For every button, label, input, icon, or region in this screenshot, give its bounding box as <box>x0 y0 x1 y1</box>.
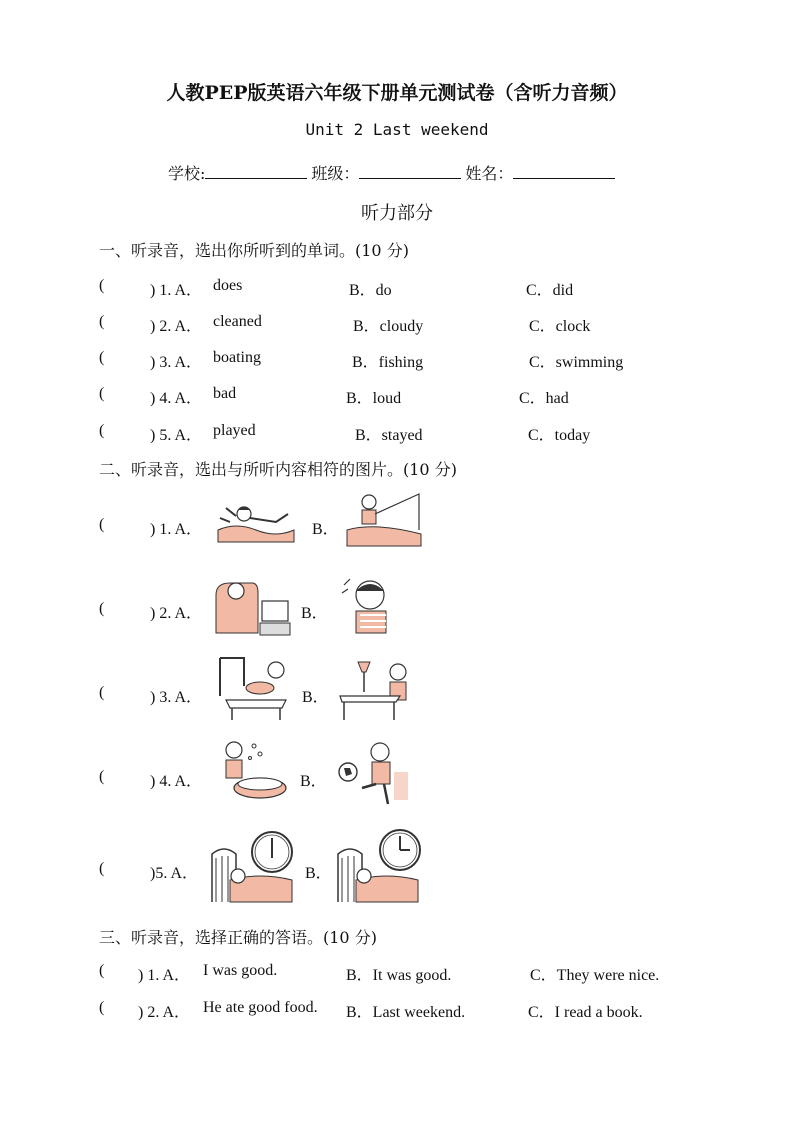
option-b-label: B． <box>300 773 327 790</box>
option-c[interactable]: C．had <box>519 390 569 407</box>
answer-paren[interactable]: ( <box>99 600 105 617</box>
option-b-label: B． <box>302 689 329 706</box>
student-info-line <box>168 161 619 184</box>
answer-paren[interactable]: ( <box>99 385 105 402</box>
answer-paren[interactable]: ( <box>99 962 105 979</box>
answer-paren[interactable]: ( <box>99 313 105 330</box>
option-b[interactable]: B．fishing <box>352 354 424 371</box>
playing-football-picture[interactable] <box>336 738 414 808</box>
answer-paren[interactable]: ( <box>99 422 105 439</box>
reading-picture[interactable] <box>336 658 416 722</box>
option-a[interactable]: does <box>213 277 243 294</box>
swimming-picture[interactable] <box>216 500 296 544</box>
answer-paren[interactable]: ( <box>99 277 105 294</box>
answer-paren[interactable]: ( <box>99 768 105 785</box>
option-a[interactable]: I was good. <box>203 962 278 979</box>
fishing-picture[interactable] <box>345 490 423 548</box>
question-number: ) 1. A． <box>150 282 203 299</box>
option-b[interactable]: B．stayed <box>355 427 423 444</box>
section2-heading: 二、听录音，选出与所听内容相符的图片。(10 分) <box>99 460 457 479</box>
answer-paren[interactable]: ( <box>99 860 105 877</box>
unit-subtitle: Unit 2 Last weekend <box>305 120 489 139</box>
question-number: ) 1. A． <box>150 521 203 538</box>
question-number: ) 3. A． <box>150 689 203 706</box>
section1-heading: 一、听录音，选出你所听到的单词。(10 分) <box>99 241 409 260</box>
option-b[interactable]: B．It was good. <box>346 967 452 984</box>
page-title: 人教PEP版英语六年级下册单元测试卷（含听力音频） <box>166 82 628 104</box>
question-number: ) 4. A． <box>150 773 203 790</box>
option-c[interactable]: C．They were nice. <box>530 967 660 984</box>
option-b-label: B． <box>312 521 339 538</box>
option-b-label: B． <box>301 605 328 622</box>
question-number: ) 4. A． <box>150 390 203 407</box>
class-blank[interactable] <box>359 164 461 179</box>
question-number: )5. A． <box>150 865 199 882</box>
question-number: ) 1. A． <box>138 967 191 984</box>
watching-tv-picture[interactable] <box>212 575 292 639</box>
class-label: 班级： <box>311 164 360 183</box>
answer-paren[interactable]: ( <box>99 684 105 701</box>
section3-heading: 三、听录音，选择正确的答语。(10 分) <box>99 928 377 947</box>
option-a[interactable]: played <box>213 422 256 439</box>
option-b[interactable]: B．do <box>349 282 392 299</box>
happy-boy-picture[interactable] <box>338 575 398 637</box>
option-a[interactable]: cleaned <box>213 313 262 330</box>
washing-clothes-picture[interactable] <box>214 738 292 806</box>
option-b[interactable]: B．Last weekend. <box>346 1004 466 1021</box>
option-c[interactable]: C．did <box>526 282 574 299</box>
option-a[interactable]: bad <box>213 385 237 402</box>
option-c[interactable]: C．swimming <box>529 354 624 371</box>
option-a[interactable]: He ate good food. <box>203 999 318 1016</box>
sleeping-clock-picture-b[interactable] <box>336 826 422 904</box>
question-number: ) 2. A． <box>150 318 203 335</box>
name-label: 姓名： <box>465 164 514 183</box>
answer-paren[interactable]: ( <box>99 999 105 1016</box>
listening-heading: 听力部分 <box>361 203 433 224</box>
option-c[interactable]: C．I read a book. <box>528 1004 643 1021</box>
option-b-label: B． <box>305 865 332 882</box>
answer-paren[interactable]: ( <box>99 349 105 366</box>
question-number: ) 3. A． <box>150 354 203 371</box>
school-label: 学校: <box>168 164 206 183</box>
cooking-picture[interactable] <box>216 656 296 722</box>
question-number: ) 5. A． <box>150 427 203 444</box>
option-a[interactable]: boating <box>213 349 261 366</box>
question-number: ) 2. A． <box>150 605 203 622</box>
answer-paren[interactable]: ( <box>99 516 105 533</box>
school-blank[interactable] <box>205 164 307 179</box>
question-number: ) 2. A． <box>138 1004 191 1021</box>
option-c[interactable]: C．clock <box>529 318 591 335</box>
name-blank[interactable] <box>513 164 615 179</box>
option-b[interactable]: B．cloudy <box>353 318 424 335</box>
option-c[interactable]: C．today <box>528 427 591 444</box>
option-b[interactable]: B．loud <box>346 390 402 407</box>
sleeping-clock-picture[interactable] <box>210 828 296 904</box>
